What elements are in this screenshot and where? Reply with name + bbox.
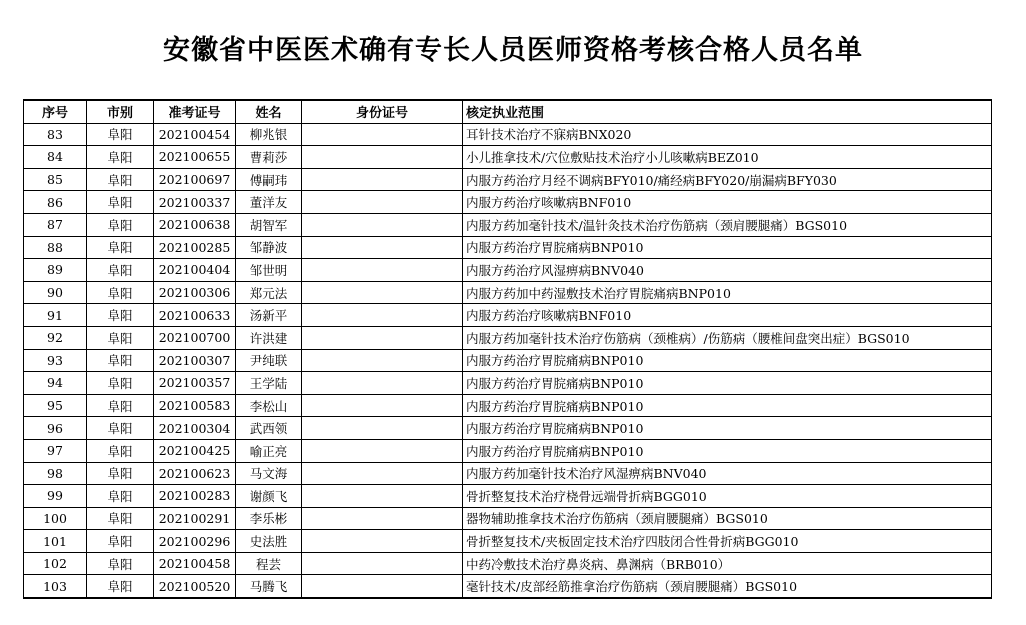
cell-exam-id: 202100306 [154, 281, 236, 304]
cell-name: 邹世明 [236, 259, 302, 282]
cell-id-card [302, 439, 463, 462]
cell-seq: 101 [24, 530, 87, 553]
cell-scope: 器物辅助推拿技术治疗伤筋病（颈肩腰腿痛）BGS010 [463, 507, 992, 530]
cell-city: 阜阳 [87, 304, 154, 327]
header-scope: 核定执业范围 [463, 100, 992, 123]
cell-id-card [302, 462, 463, 485]
cell-seq: 87 [24, 213, 87, 236]
header-seq: 序号 [24, 100, 87, 123]
cell-name: 李乐彬 [236, 507, 302, 530]
cell-name: 史法胜 [236, 530, 302, 553]
cell-scope: 内服方药治疗胃脘痛病BNP010 [463, 439, 992, 462]
cell-name: 谢颜飞 [236, 485, 302, 508]
table-row [24, 236, 992, 259]
cell-scope: 骨折整复技术/夹板固定技术治疗四肢闭合性骨折病BGG010 [463, 530, 992, 553]
cell-city: 阜阳 [87, 394, 154, 417]
cell-seq: 94 [24, 372, 87, 395]
cell-city: 阜阳 [87, 281, 154, 304]
cell-exam-id: 202100357 [154, 372, 236, 395]
table-row [24, 394, 992, 417]
cell-exam-id: 202100583 [154, 394, 236, 417]
cell-city: 阜阳 [87, 485, 154, 508]
cell-city: 阜阳 [87, 168, 154, 191]
cell-city: 阜阳 [87, 213, 154, 236]
cell-id-card [302, 507, 463, 530]
cell-city: 阜阳 [87, 236, 154, 259]
cell-exam-id: 202100623 [154, 462, 236, 485]
cell-scope: 内服方药加毫针技术治疗风湿痹病BNV040 [463, 462, 992, 485]
cell-exam-id: 202100520 [154, 575, 236, 598]
table-row [24, 146, 992, 169]
cell-name: 曹莉莎 [236, 146, 302, 169]
table-row [24, 462, 992, 485]
cell-city: 阜阳 [87, 326, 154, 349]
cell-exam-id: 202100425 [154, 439, 236, 462]
table-row [24, 417, 992, 440]
cell-exam-id: 202100404 [154, 259, 236, 282]
cell-name: 李松山 [236, 394, 302, 417]
cell-seq: 102 [24, 552, 87, 575]
table-row [24, 439, 992, 462]
table-row [24, 349, 992, 372]
cell-exam-id: 202100307 [154, 349, 236, 372]
cell-name: 许洪建 [236, 326, 302, 349]
cell-city: 阜阳 [87, 372, 154, 395]
cell-city: 阜阳 [87, 123, 154, 146]
cell-id-card [302, 259, 463, 282]
cell-seq: 100 [24, 507, 87, 530]
cell-name: 董洋友 [236, 191, 302, 214]
cell-scope: 耳针技术治疗不寐病BNX020 [463, 123, 992, 146]
cell-exam-id: 202100700 [154, 326, 236, 349]
cell-id-card [302, 281, 463, 304]
cell-seq: 88 [24, 236, 87, 259]
cell-exam-id: 202100304 [154, 417, 236, 440]
table-row [24, 191, 992, 214]
cell-scope: 内服方药治疗胃脘痛病BNP010 [463, 349, 992, 372]
cell-city: 阜阳 [87, 259, 154, 282]
cell-scope: 内服方药治疗胃脘痛病BNP010 [463, 236, 992, 259]
cell-city: 阜阳 [87, 349, 154, 372]
cell-seq: 93 [24, 349, 87, 372]
cell-scope: 小儿推拿技术/穴位敷贴技术治疗小儿咳嗽病BEZ010 [463, 146, 992, 169]
table-row [24, 213, 992, 236]
cell-id-card [302, 191, 463, 214]
cell-exam-id: 202100633 [154, 304, 236, 327]
cell-exam-id: 202100638 [154, 213, 236, 236]
cell-exam-id: 202100458 [154, 552, 236, 575]
cell-id-card [302, 394, 463, 417]
qualified-personnel-table [23, 99, 992, 599]
cell-id-card [302, 485, 463, 508]
table-row [24, 372, 992, 395]
cell-scope: 内服方药加毫针技术/温针灸技术治疗伤筋病（颈肩腰腿痛）BGS010 [463, 213, 992, 236]
cell-name: 邹静波 [236, 236, 302, 259]
cell-scope: 骨折整复技术治疗桡骨远端骨折病BGG010 [463, 485, 992, 508]
cell-exam-id: 202100337 [154, 191, 236, 214]
cell-id-card [302, 168, 463, 191]
table-row [24, 575, 992, 598]
table-body [24, 123, 992, 598]
cell-exam-id: 202100283 [154, 485, 236, 508]
cell-seq: 99 [24, 485, 87, 508]
cell-name: 王学陆 [236, 372, 302, 395]
cell-city: 阜阳 [87, 507, 154, 530]
cell-city: 阜阳 [87, 417, 154, 440]
cell-seq: 86 [24, 191, 87, 214]
cell-id-card [302, 236, 463, 259]
cell-city: 阜阳 [87, 552, 154, 575]
cell-id-card [302, 372, 463, 395]
cell-seq: 90 [24, 281, 87, 304]
cell-city: 阜阳 [87, 575, 154, 598]
cell-id-card [302, 552, 463, 575]
cell-seq: 92 [24, 326, 87, 349]
header-city: 市别 [87, 100, 154, 123]
cell-name: 柳兆银 [236, 123, 302, 146]
cell-exam-id: 202100454 [154, 123, 236, 146]
cell-scope: 内服方药治疗胃脘痛病BNP010 [463, 417, 992, 440]
cell-exam-id: 202100291 [154, 507, 236, 530]
cell-id-card [302, 123, 463, 146]
page-title: 安徽省中医医术确有专长人员医师资格考核合格人员名单 [163, 35, 863, 66]
cell-scope: 内服方药治疗风湿痹病BNV040 [463, 259, 992, 282]
table-row [24, 168, 992, 191]
cell-name: 郑元法 [236, 281, 302, 304]
table-row [24, 530, 992, 553]
header-id-card: 身份证号 [302, 100, 463, 123]
cell-id-card [302, 304, 463, 327]
cell-scope: 内服方药治疗胃脘痛病BNP010 [463, 372, 992, 395]
cell-city: 阜阳 [87, 439, 154, 462]
cell-seq: 103 [24, 575, 87, 598]
cell-city: 阜阳 [87, 191, 154, 214]
cell-seq: 85 [24, 168, 87, 191]
cell-scope: 内服方药加毫针技术治疗伤筋病（颈椎病）/伤筋病（腰椎间盘突出症）BGS010 [463, 326, 992, 349]
cell-id-card [302, 417, 463, 440]
table-header-row [24, 100, 992, 123]
cell-name: 马文海 [236, 462, 302, 485]
cell-name: 汤新平 [236, 304, 302, 327]
cell-id-card [302, 349, 463, 372]
cell-id-card [302, 575, 463, 598]
cell-id-card [302, 530, 463, 553]
cell-city: 阜阳 [87, 530, 154, 553]
cell-seq: 96 [24, 417, 87, 440]
cell-id-card [302, 213, 463, 236]
cell-name: 武西领 [236, 417, 302, 440]
cell-seq: 89 [24, 259, 87, 282]
table-row [24, 281, 992, 304]
cell-name: 胡智军 [236, 213, 302, 236]
table-row [24, 304, 992, 327]
cell-city: 阜阳 [87, 462, 154, 485]
cell-scope: 内服方药治疗月经不调病BFY010/痛经病BFY020/崩漏病BFY030 [463, 168, 992, 191]
table-row [24, 259, 992, 282]
header-name: 姓名 [236, 100, 302, 123]
table-row [24, 552, 992, 575]
cell-seq: 84 [24, 146, 87, 169]
cell-exam-id: 202100296 [154, 530, 236, 553]
cell-name: 程芸 [236, 552, 302, 575]
cell-scope: 毫针技术/皮部经筋推拿治疗伤筋病（颈肩腰腿痛）BGS010 [463, 575, 992, 598]
header-exam-id: 准考证号 [154, 100, 236, 123]
cell-name: 喻正亮 [236, 439, 302, 462]
table-row [24, 485, 992, 508]
cell-name: 尹纯联 [236, 349, 302, 372]
cell-name: 马腾飞 [236, 575, 302, 598]
cell-scope: 内服方药治疗胃脘痛病BNP010 [463, 394, 992, 417]
table-row [24, 507, 992, 530]
cell-scope: 内服方药治疗咳嗽病BNF010 [463, 191, 992, 214]
cell-exam-id: 202100285 [154, 236, 236, 259]
cell-id-card [302, 326, 463, 349]
table-row [24, 123, 992, 146]
cell-exam-id: 202100697 [154, 168, 236, 191]
cell-name: 傅嗣玮 [236, 168, 302, 191]
cell-seq: 83 [24, 123, 87, 146]
cell-scope: 内服方药加中药湿敷技术治疗胃脘痛病BNP010 [463, 281, 992, 304]
cell-seq: 91 [24, 304, 87, 327]
cell-id-card [302, 146, 463, 169]
cell-scope: 内服方药治疗咳嗽病BNF010 [463, 304, 992, 327]
table-row [24, 326, 992, 349]
cell-city: 阜阳 [87, 146, 154, 169]
cell-seq: 98 [24, 462, 87, 485]
cell-scope: 中药冷敷技术治疗鼻炎病、鼻渊病（BRB010） [463, 552, 992, 575]
cell-seq: 95 [24, 394, 87, 417]
cell-exam-id: 202100655 [154, 146, 236, 169]
cell-seq: 97 [24, 439, 87, 462]
